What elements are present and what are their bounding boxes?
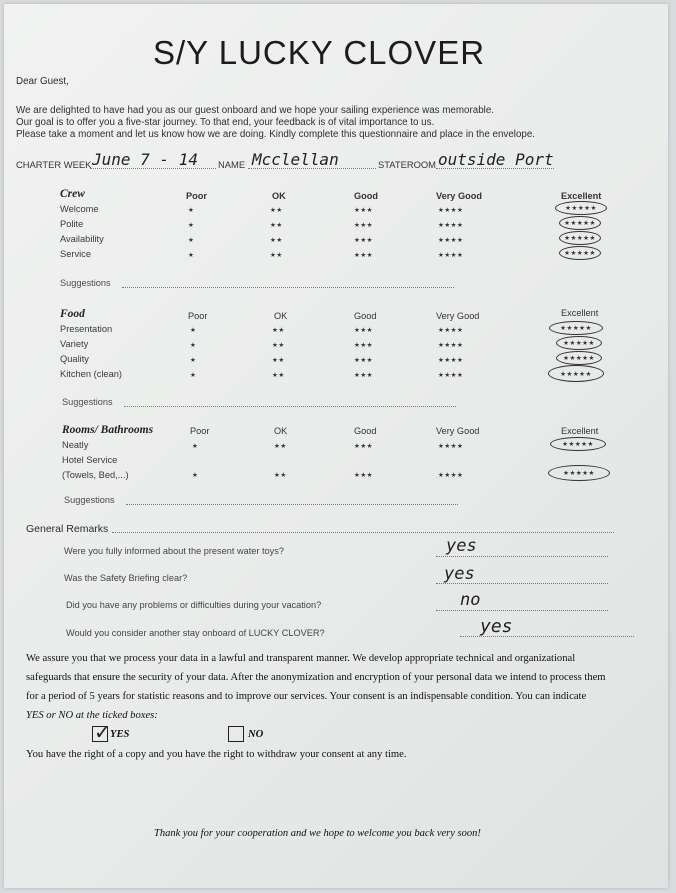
rating-very-good-option[interactable]: ★★★★ xyxy=(438,237,464,244)
answer-water-toys[interactable]: yes xyxy=(446,536,477,556)
rating-ok-option[interactable]: ★★ xyxy=(270,252,283,259)
rating-very-good-option[interactable]: ★★★★ xyxy=(438,472,464,479)
rating-poor-option[interactable]: ★ xyxy=(190,327,197,334)
stateroom-field[interactable]: outside Port xyxy=(438,150,554,169)
page-title: S/Y LUCKY CLOVER xyxy=(152,34,486,71)
crew-col-good: Good xyxy=(354,191,378,201)
food-row-label: Variety xyxy=(60,339,89,349)
rating-excellent-circled[interactable]: ★★★★★ xyxy=(559,216,601,230)
rooms-section-title: Rooms/ Bathrooms xyxy=(62,424,154,436)
rating-excellent-circled[interactable]: ★★★★★ xyxy=(555,201,607,215)
rating-excellent-circled[interactable]: ★★★★★ xyxy=(556,351,602,365)
rooms-col-poor: Poor xyxy=(190,426,210,436)
rooms-col-excellent: Excellent xyxy=(561,426,599,436)
rooms-row-label: Neatly xyxy=(62,440,89,450)
question-safety-briefing: Was the Safety Briefing clear? xyxy=(64,573,188,583)
rating-good-option[interactable]: ★★★ xyxy=(354,237,373,244)
rating-very-good-option[interactable]: ★★★★ xyxy=(438,207,464,214)
rating-poor-option[interactable]: ★ xyxy=(188,207,195,214)
food-suggestions-label: Suggestions xyxy=(62,397,113,407)
crew-section-title: Crew xyxy=(60,188,85,200)
food-suggestions-field[interactable] xyxy=(124,406,456,407)
rooms-col-ok: OK xyxy=(274,426,288,436)
crew-row-label: Service xyxy=(60,249,92,259)
rating-good-option[interactable]: ★★★ xyxy=(354,472,373,479)
rooms-row-label: Hotel Service xyxy=(62,455,118,465)
rating-good-option[interactable]: ★★★ xyxy=(354,327,373,334)
rating-very-good-option[interactable]: ★★★★ xyxy=(438,372,464,379)
crew-row-label: Welcome xyxy=(60,204,99,214)
rating-good-option[interactable]: ★★★ xyxy=(354,252,373,259)
answer-safety-briefing[interactable]: yes xyxy=(444,564,475,584)
rating-good-option[interactable]: ★★★ xyxy=(354,207,373,214)
crew-col-poor: Poor xyxy=(186,191,207,201)
rating-very-good-option[interactable]: ★★★★ xyxy=(438,252,464,259)
rating-good-option[interactable]: ★★★ xyxy=(354,357,373,364)
general-remarks-field[interactable] xyxy=(112,532,614,533)
rating-ok-option[interactable]: ★★ xyxy=(272,357,285,364)
crew-suggestions-label: Suggestions xyxy=(60,278,111,288)
charter-week-field[interactable]: June 7 - 14 xyxy=(92,150,198,169)
rating-excellent-circled[interactable]: ★★★★★ xyxy=(550,437,606,451)
rooms-row-label: (Towels, Bed,...) xyxy=(62,470,129,480)
rating-excellent-circled[interactable]: ★★★★★ xyxy=(548,465,610,481)
crew-row-label: Polite xyxy=(60,219,84,229)
stateroom-label: STATEROOM xyxy=(378,159,436,170)
checkmark-icon: ✓ xyxy=(94,722,111,744)
rating-excellent-circled[interactable]: ★★★★★ xyxy=(556,336,602,350)
rating-very-good-option[interactable]: ★★★★ xyxy=(438,357,464,364)
intro-line-2: Our goal is to offer you a five-star journey. To that end, your feedback is of vital importance to us. xyxy=(16,117,435,128)
no-label: NO xyxy=(248,729,264,740)
rating-poor-option[interactable]: ★ xyxy=(190,372,197,379)
privacy-line-4: YES or NO at the ticked boxes: xyxy=(26,710,158,721)
rating-poor-option[interactable]: ★ xyxy=(188,222,195,229)
question-water-toys: Were you fully informed about the present water toys? xyxy=(64,546,284,556)
rating-very-good-option[interactable]: ★★★★ xyxy=(438,327,464,334)
food-col-good: Good xyxy=(354,311,377,321)
greeting: Dear Guest, xyxy=(16,76,69,87)
food-col-ok: OK xyxy=(274,311,288,321)
rating-poor-option[interactable]: ★ xyxy=(190,342,197,349)
food-col-excellent: Excellent xyxy=(561,308,599,318)
crew-col-ok: OK xyxy=(272,191,286,201)
questionnaire-page xyxy=(4,4,668,888)
food-row-label: Kitchen (clean) xyxy=(60,369,123,379)
rating-ok-option[interactable]: ★★ xyxy=(270,207,283,214)
rooms-suggestions-label: Suggestions xyxy=(64,495,115,505)
question-problems: Did you have any problems or difficulties during your vacation? xyxy=(66,600,322,610)
rooms-suggestions-field[interactable] xyxy=(126,504,458,505)
crew-col-very-good: Very Good xyxy=(436,191,482,201)
food-col-very-good: Very Good xyxy=(436,311,480,321)
rating-ok-option[interactable]: ★★ xyxy=(274,443,287,450)
rating-ok-option[interactable]: ★★ xyxy=(272,327,285,334)
crew-row-label: Availability xyxy=(60,234,104,244)
rating-excellent-circled[interactable]: ★★★★★ xyxy=(549,321,603,335)
rating-excellent-circled[interactable]: ★★★★★ xyxy=(559,231,601,245)
rating-good-option[interactable]: ★★★ xyxy=(354,222,373,229)
food-row-label: Presentation xyxy=(60,324,113,334)
no-checkbox[interactable] xyxy=(228,726,244,742)
food-row-label: Quality xyxy=(60,354,89,364)
rating-ok-option[interactable]: ★★ xyxy=(272,372,285,379)
rating-very-good-option[interactable]: ★★★★ xyxy=(438,222,464,229)
crew-col-excellent: Excellent xyxy=(561,191,602,201)
rating-ok-option[interactable]: ★★ xyxy=(272,342,285,349)
crew-suggestions-field[interactable] xyxy=(122,287,454,288)
privacy-line-2: safeguards that ensure the security of your data. After the anonymization and encryption of your personal data we intend to process them xyxy=(26,672,606,683)
rating-poor-option[interactable]: ★ xyxy=(192,472,199,479)
rating-good-option[interactable]: ★★★ xyxy=(354,443,373,450)
rating-good-option[interactable]: ★★★ xyxy=(354,372,373,379)
answer-another-stay[interactable]: yes xyxy=(480,616,513,637)
rating-excellent-circled[interactable]: ★★★★★ xyxy=(548,365,604,382)
rating-poor-option[interactable]: ★ xyxy=(188,252,195,259)
intro-line-1: We are delighted to have had you as our guest onboard and we hope your sailing experience was memorable. xyxy=(16,105,494,116)
privacy-line-1: We assure you that we process your data in a lawful and transparent manner. We develop appropriate technical and organizational xyxy=(26,653,576,664)
general-remarks-title: General Remarks xyxy=(26,523,109,535)
yes-label: YES xyxy=(110,729,130,740)
food-col-poor: Poor xyxy=(188,311,208,321)
food-section-title: Food xyxy=(60,308,85,320)
rating-poor-option[interactable]: ★ xyxy=(190,357,197,364)
rooms-col-very-good: Very Good xyxy=(436,426,480,436)
rating-good-option[interactable]: ★★★ xyxy=(354,342,373,349)
name-label: NAME xyxy=(218,159,246,170)
charter-week-label: CHARTER WEEK xyxy=(16,159,92,170)
answer-problems[interactable]: no xyxy=(460,590,481,610)
name-field[interactable]: Mcclellan xyxy=(252,150,339,169)
intro-line-3: Please take a moment and let us know how we are doing. Kindly complete this questionnaire and place in the envelope. xyxy=(16,129,536,140)
rating-very-good-option[interactable]: ★★★★ xyxy=(438,342,464,349)
privacy-line-3: for a period of 5 years for statistic reasons and to improve our services. Your consent is an indispensable condition. You can indicate xyxy=(26,691,587,702)
question-another-stay: Would you consider another stay onboard of LUCKY CLOVER? xyxy=(66,628,325,638)
privacy-rights: You have the right of a copy and you have the right to withdraw your consent at any time. xyxy=(26,749,407,760)
thank-you-note: Thank you for your cooperation and we hope to welcome you back very soon! xyxy=(154,828,481,839)
rating-very-good-option[interactable]: ★★★★ xyxy=(438,443,464,450)
rooms-col-good: Good xyxy=(354,426,377,436)
rating-poor-option[interactable]: ★ xyxy=(188,237,195,244)
rating-excellent-circled[interactable]: ★★★★★ xyxy=(559,246,601,260)
rating-ok-option[interactable]: ★★ xyxy=(270,237,283,244)
rating-ok-option[interactable]: ★★ xyxy=(274,472,287,479)
rating-poor-option[interactable]: ★ xyxy=(192,443,199,450)
rating-ok-option[interactable]: ★★ xyxy=(270,222,283,229)
